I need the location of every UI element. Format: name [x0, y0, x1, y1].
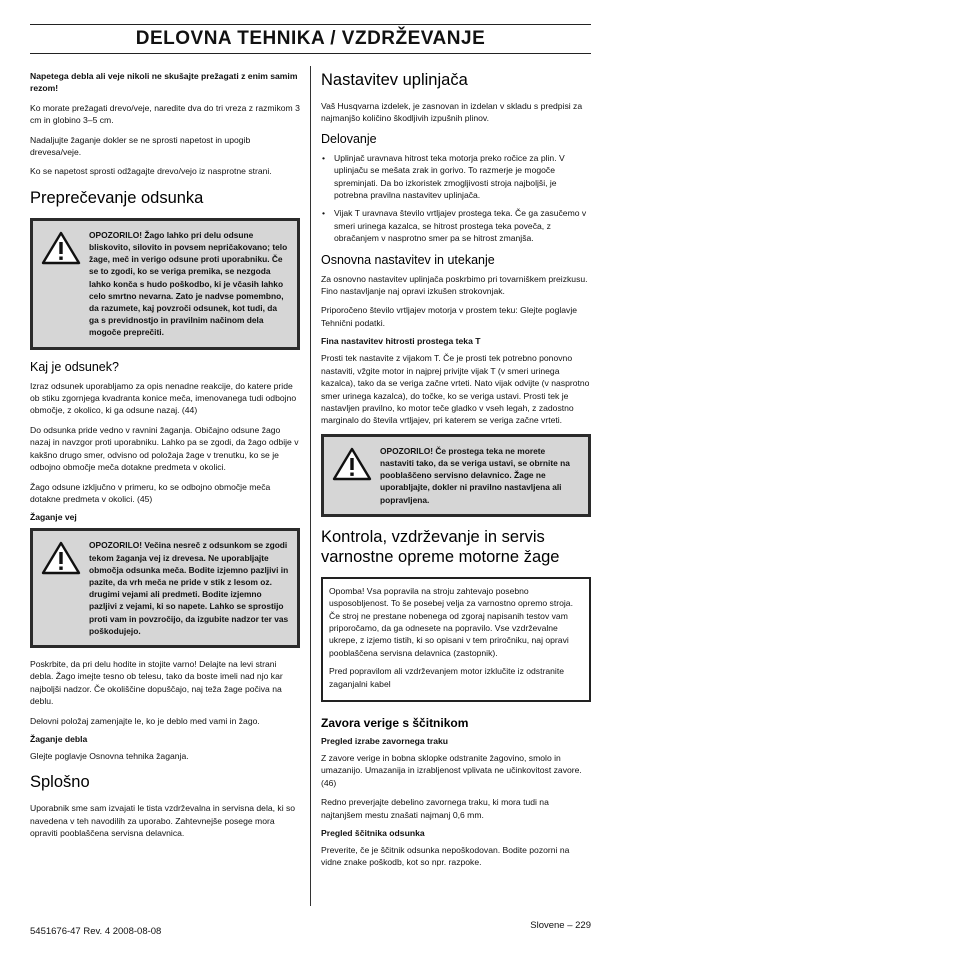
section-heading-general: Splošno — [30, 773, 90, 792]
page-header — [30, 24, 591, 54]
bullet-list — [321, 152, 591, 245]
section-heading-kickback-prevention: Preprečevanje odsunka — [30, 188, 204, 207]
warning-text: OPOZORILO! Žago lahko pri delu odsune bliskovito, silovito in povsem nepričakovano; telo žage, meč in verigo odsune proti uporabniku. Če se to zgodi, ko se veriga premika, se nezgoda lahko konča s hudo poškodbo, ki je včasih lahko celo smrtno nevarna. Zato je nadvse pomembno, da razumete, kaj povzroči odsunek, kot tudi, da ga s previdnostjo in pravilnim načinom dela mogoče preprečiti. — [89, 229, 288, 338]
body-paragraph: Priporočeno število vrtljajev motorja v prostem teku: Glejte poglavje Tehnični podatki. — [321, 305, 578, 328]
body-paragraph: Uporabnik sme sam izvajati le tista vzdrževalna in servisna dela, ki so navedena v teh navodilih za uporabo. Zahtevnejše posege mora opraviti pooblaščena servisna delavnica. — [30, 803, 296, 839]
list-item: • Vijak T uravnava število vrtljajev prostega teka. Če ga zasučemo v smeri urinega kazalca, se hitrost prostega teka poveča, z obračanjem v nasprotno smer pa se hitrost zmanjša. — [321, 207, 591, 244]
page-title: DELOVNA TEHNIKA / VZDRŽEVANJE — [135, 28, 486, 49]
minor-heading-brake-band: Pregled izrabe zavornega traku — [321, 735, 449, 746]
body-paragraph: Delovni položaj zamenjajte le, ko je deblo med vami in žago. — [30, 715, 260, 726]
document-number: 5451676-47 Rev. 4 2008-08-08 — [30, 926, 162, 937]
intro-warning-text: Napetega debla ali veje nikoli ne skušajte prežagati z enim samim rezom! — [30, 71, 298, 94]
note-box — [321, 577, 591, 702]
intro-paragraph: Ko morate prežagati drevo/veje, naredite dva do tri vreza z razmikom 3 cm in globino 3–5 cm. — [30, 102, 300, 126]
subheading-what-is-kickback: Kaj je odsunek? — [30, 359, 119, 374]
warning-text: OPOZORILO! Večina nesreč z odsunkom se zgodi tekom žaganja vej iz drevesa. Ne uporabljajte območja odsunka meča. Bodite izjemno pazljivi in pazite, da vrh meča ne pride v stik z lesom oz. drugimi vejami ali predmeti. Bodite izjemno pazljivi z vejami, ki so napete. Lahko se sprostijo proti vam in povzročijo, da izgubite nadzor ter vas poškodujejo. — [89, 540, 289, 636]
warning-triangle-icon — [332, 445, 380, 506]
body-paragraph: Žago odsune izključno v primeru, ko se odbojno območje meča dotakne predmeta v okolici. (45) — [30, 481, 271, 504]
column-divider — [310, 66, 311, 906]
note-paragraph: Opomba! Vsa popravila na stroju zahtevajo posebno usposobljenost. To še posebej velja za varnostno opremo stroja. Če stroj ne prestane nobenega od zgoraj napisanih testov vam priporočamo, da ga odnesete na popravilo. Vse vzdrževalne ukrepe, z izjemo tistih, ki so opisani v tem priročniku, naj opravi pooblaščena servisna delavnica (zastopnik). — [329, 585, 573, 658]
subheading-basic-setting: Osnovna nastavitev in utekanje — [321, 252, 495, 267]
body-paragraph: Redno preverjajte debelino zavornega traku, ki mora tudi na najtanjšem mestu znašati najmanj 0,6 mm. — [321, 797, 549, 820]
body-paragraph: Prosti tek nastavite z vijakom T. Če je prosti tek potrebno ponovno nastaviti, vžgite motor in najprej privijte vijak T (v smeri urinega kazalca), tako da se veriga začne vrteti. Nato vijak odvijte (v nasprotno smer urinega kazalca), do točke, ko se veriga ustavi. Prosti tek je nastavljen pravilno, ko motor teče gladko v vseh legah, z zadostno marginalo do števila vrtljajev, pri katerem se veriga začne vrteti. — [321, 353, 590, 426]
list-item: • Uplinjač uravnava hitrost teka motorja preko ročice za plin. V uplinjaču se mešata zrak in gorivo. To razmerje je mogoče spreminjati. Da bo izkoristek zmogljivosti stroja najboljši, je potrebna pravilna nastavitev uplinjača. — [321, 152, 591, 202]
minor-heading-kickback-guard: Pregled ščitnika odsunka — [321, 828, 425, 839]
body-paragraph: Izraz odsunek uporabljamo za opis nenadne reakcije, do katere pride ob stiku zgornjega kvadranta konice meča, imenovanega tudi odbojno območje, z okolico, ki ga odsune nazaj. (44) — [30, 380, 297, 416]
minor-heading-bucking: Žaganje debla — [30, 733, 88, 744]
subheading-operation: Delovanje — [321, 131, 377, 146]
intro-paragraph: Nadaljujte žaganje dokler se ne sprosti napetost in upogib drevesa/veje. — [30, 134, 251, 158]
body-paragraph: Poskrbite, da pri delu hodite in stojite varno! Delajte na levi strani debla. Žago imejte tesno ob telesu, tako da boste imeli nad njo kar najboljši nadzor. Če okoliščine dopuščajo, naj teža žage počiva na deblu. — [30, 658, 283, 707]
body-paragraph: Preverite, če je ščitnik odsunka nepoškodovan. Bodite pozorni na vidne znake poškodb, kot so npr. razpoke. — [321, 845, 570, 868]
minor-heading-idle-adjustment: Fina nastavitev hitrosti prostega teka T — [321, 336, 481, 347]
section-heading-safety-equipment: Kontrola, vzdrževanje in servis varnostne opreme motorne žage — [321, 527, 560, 566]
page-number: Slovene – 229 — [530, 920, 591, 931]
body-paragraph: Za osnovno nastavitev uplinjača poskrbimo pri tovarniškem preizkusu. Fino nastavljanje naj opravi izkušen strokovnjak. — [321, 273, 588, 297]
warning-box — [30, 218, 300, 350]
body-paragraph: Glejte poglavje Osnovna tehnika žaganja. — [30, 750, 189, 761]
warning-triangle-icon — [41, 539, 89, 637]
warning-triangle-icon — [41, 229, 89, 339]
body-paragraph: Do odsunka pride vedno v ravnini žaganja. Običajno odsune žago nazaj in navzgor proti uporabniku. Lahko pa se zgodi, da žago odbije v kakšno drugo smer, odvisno od položaja žage v trenutku, ko se je odbojno območje meča dotakne predmeta v okolici. — [30, 424, 299, 473]
note-paragraph: Pred popravilom ali vzdrževanjem motor izklučite iz odstranite zaganjalni kabel — [329, 666, 564, 689]
left-column — [30, 70, 300, 847]
section-heading-carburettor: Nastavitev uplinjača — [321, 71, 468, 89]
warning-box — [30, 528, 300, 648]
body-paragraph: Vaš Husqvarna izdelek, je zasnovan in izdelan v skladu s predpisi za najmanjšo količino škodljivih izpušnih plinov. — [321, 101, 583, 124]
warning-text: OPOZORILO! Če prostega teka ne morete nastaviti tako, da se veriga ustavi, se obrnite na pooblaščeno servisno delavnico. Žage ne uporabljajte, dokler ni pravilno nastavljena ali popravljena. — [380, 445, 570, 505]
intro-paragraph: Ko se napetost sprosti odžagajte drevo/vejo iz nasprotne strani. — [30, 166, 272, 177]
right-column — [321, 70, 591, 876]
warning-box — [321, 434, 591, 517]
body-paragraph: Z zavore verige in bobna sklopke odstranite žagovino, smolo in umazanijo. Umazanija in izrabljenost vplivata ne učinkovitost zavore. (46) — [321, 752, 582, 788]
subheading-chain-brake: Zavora verige s ščitnikom — [321, 715, 469, 730]
minor-heading-limbing: Žaganje vej — [30, 512, 77, 523]
